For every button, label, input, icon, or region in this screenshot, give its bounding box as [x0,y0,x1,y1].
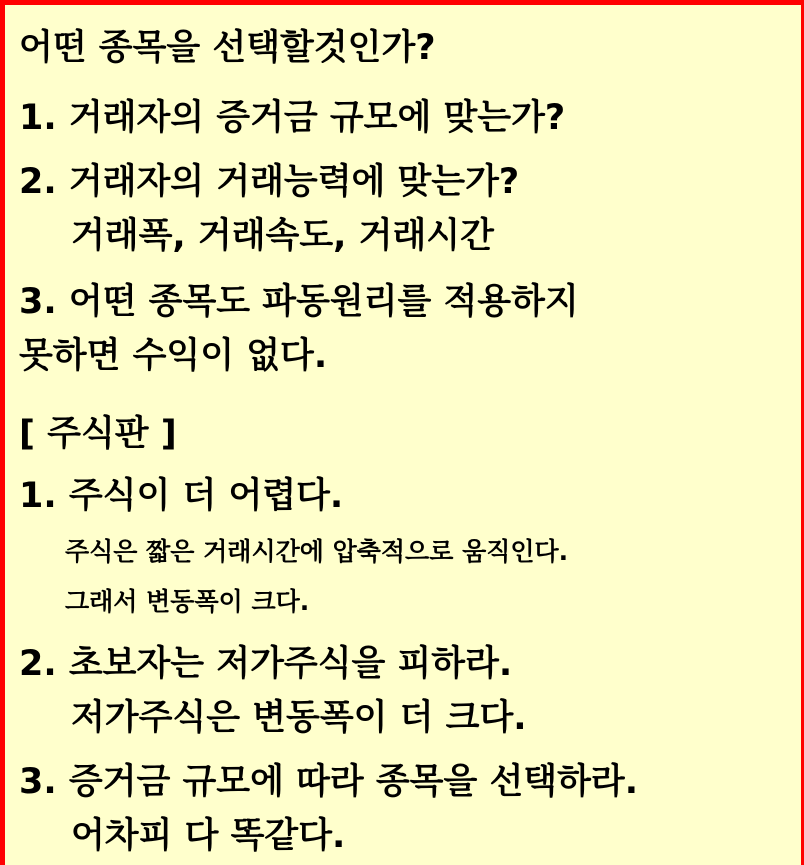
item-margin-size: 1. 거래자의 증거금 규모에 맞는가? [19,98,566,138]
item-wave-principle-cont: 못하면 수익이 없다. [19,336,328,376]
stock-item-choose-by-margin-detail: 어차피 다 똑같다. [71,816,346,856]
item-trading-ability-detail: 거래폭, 거래속도, 거래시간 [71,216,494,256]
stock-item-choose-by-margin: 3. 증거금 규모에 따라 종목을 선택하라. [19,762,639,802]
stock-item-harder-detail-2: 그래서 변동폭이 크다. [65,587,310,616]
slide-heading: 어떤 종목을 선택할것인가? [19,28,436,68]
section-heading-stocks: [ 주식판 ] [19,414,177,454]
item-wave-principle: 3. 어떤 종목도 파동원리를 적용하지 [19,282,579,322]
stock-item-beginners: 2. 초보자는 저가주식을 피하라. [19,644,513,684]
stock-item-harder-detail-1: 주식은 짧은 거래시간에 압축적으로 움직인다. [65,537,569,566]
stock-item-beginners-detail: 저가주식은 변동폭이 더 크다. [71,698,527,738]
item-trading-ability: 2. 거래자의 거래능력에 맞는가? [19,162,520,202]
stock-item-harder: 1. 주식이 더 어렵다. [19,476,344,516]
